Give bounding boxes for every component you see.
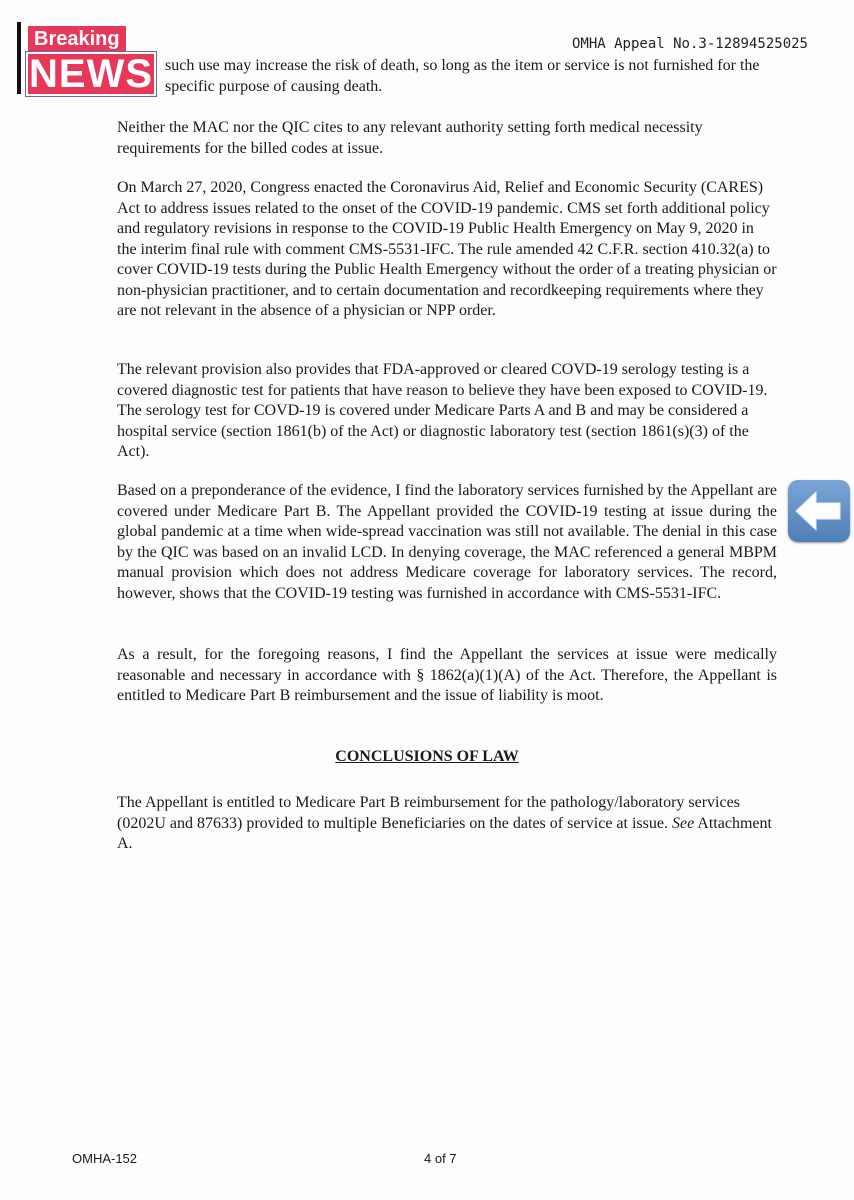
badge-bar xyxy=(17,22,21,94)
paragraph-3: The relevant provision also provides that FDA-approved or cleared COVD-19 serology testing is a covered diagnostic test for patients that have reason to believe they have been exposed to COVID-19. The serology test for COVD-19 is covered under Medicare Parts A and B and may be considered a hospital service (section 1861(b) of the Act) or diagnostic laboratory test (section 1861(s)(3) of the Act). xyxy=(117,361,768,460)
conclusion-paragraph xyxy=(117,793,777,855)
paragraph-4: Based on a preponderance of the evidence, I find the laboratory services furnished by the Appellant are covered under Medicare Part B. The Appellant provided the COVID-19 testing at issue during the global pandemic at a time when wide-spread vaccination was still not available. The denial in this case by the QIC was based on an invalid LCD. In denying coverage, the MAC referenced a general MBPM manual provision which does not address Medicare coverage for laboratory services. The record, however, shows that the COVID-19 testing was furnished in accordance with CMS-5531-IFC. xyxy=(117,482,777,602)
back-button[interactable] xyxy=(788,480,850,542)
appeal-number: OMHA Appeal No.3-12894525025 xyxy=(571,36,808,52)
conclusion-text: The Appellant is entitled to Medicare Part B reimbursement for the pathology/laboratory services (0202U and 87633) provided to multiple Beneficiaries on the dates of service at issue. xyxy=(117,794,740,832)
form-id: OMHA-152 xyxy=(72,1151,138,1166)
paragraph-1: Neither the MAC nor the QIC cites to any relevant authority setting forth medical necessity requirements for the billed codes at issue. xyxy=(117,119,703,157)
breaking-label: Breaking xyxy=(26,24,128,54)
continuation-text: such use may increase the risk of death, so long as the item or service is not furnished for the specific purpose of causing death. xyxy=(165,57,760,95)
paragraph-5: As a result, for the foregoing reasons, I find the Appellant the services at issue were medically reasonable and necessary in accordance with § 1862(a)(1)(A) of the Act. Therefore, the Appellant is entitled to Medicare Part B reimbursement and the issue of liability is moot. xyxy=(117,646,777,704)
news-label: NEWS xyxy=(26,52,156,96)
left-arrow-icon xyxy=(794,488,844,534)
see-signal: See xyxy=(671,814,695,832)
paragraph-2: On March 27, 2020, Congress enacted the Coronavirus Aid, Relief and Economic Security (CARES) Act to address issues related to the onset of the COVID-19 pandemic. CMS set forth additional policy and regulatory revisions in response to the COVID-19 Public Health Emergency on May 9, 2020 in the interim final rule with comment CMS-5531-IFC. The rule amended 42 C.F.R. section 410.32(a) to cover COVID-19 tests during the Public Health Emergency without the order of a treating physician or non-physician practitioner, and to certain documentation and recordkeeping requirements where they are not relevant in the absence of a physician or NPP order. xyxy=(117,179,777,319)
conclusions-heading: CONCLUSIONS OF LAW xyxy=(335,748,519,765)
page-number: 4 of 7 xyxy=(424,1151,457,1166)
attachment-ref: Attachment A. xyxy=(117,814,772,852)
